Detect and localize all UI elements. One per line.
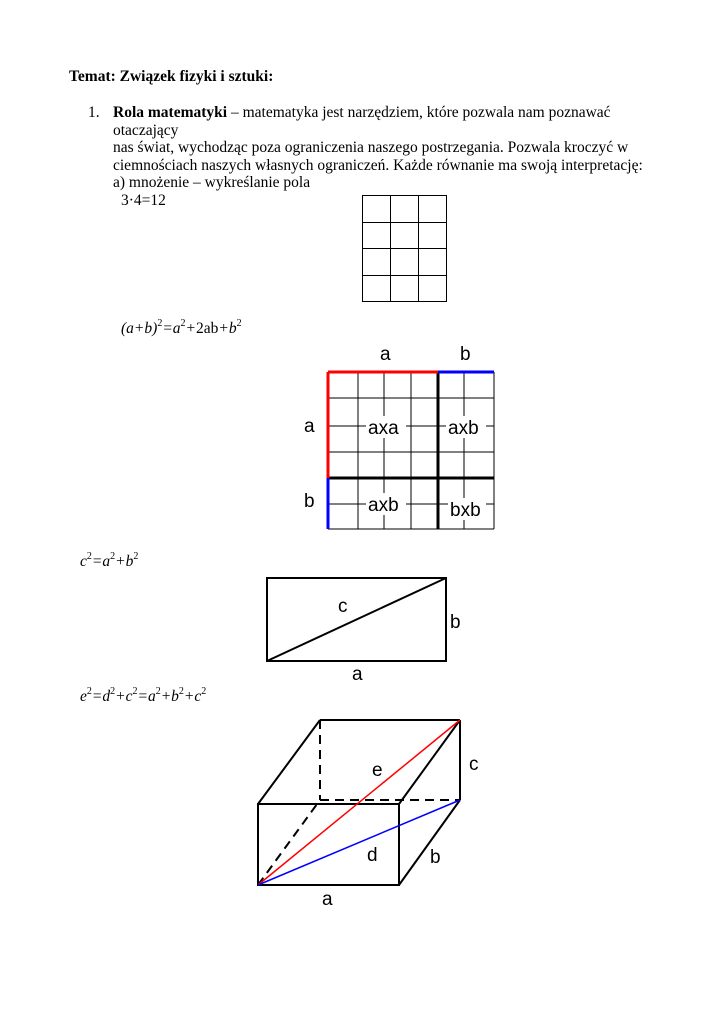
formula-pythagoras: $c^2=a^2+b^2$ [80, 551, 139, 570]
line-4: a) mnożenie – wykreślanie pola [113, 174, 311, 191]
list-body [113, 104, 668, 209]
label-box-c: c [469, 754, 479, 775]
label-axb-bottom: axb [368, 495, 399, 516]
label-left-a: a [304, 416, 315, 437]
rectangle-diagram [260, 570, 470, 685]
list-number: 1. [88, 104, 100, 121]
label-top-a: a [380, 344, 391, 365]
item-heading: Rola matematyki [113, 104, 228, 121]
line-3: ciemnościach naszych własnych ograniczeń. Każde równanie ma swoją interpretację: [113, 156, 643, 174]
binomial-square [296, 340, 502, 540]
line-1 [113, 104, 668, 139]
label-box-a: a [322, 889, 333, 910]
formula-binomial: $(a+b)^2=a^2+2ab+b^2$ [121, 318, 242, 337]
line-1-text: – matematyka jest narzędziem, które pozwala nam poznawać otaczający [113, 104, 611, 139]
formula-diagonal: $e^2=d^2+c^2=a^2+b^2+c^2$ [80, 686, 207, 705]
line-2: nas świat, wychodząc poza ograniczenia naszego postrzegania. Pozwala kroczyć w [113, 139, 629, 156]
label-box-e: e [372, 760, 383, 781]
label-axb-right: axb [448, 418, 479, 439]
product-line: 3·4=12 [121, 191, 166, 209]
label-rect-c: c [338, 596, 348, 617]
label-bxb: bxb [450, 500, 481, 521]
label-left-b: b [304, 491, 315, 512]
label-rect-b: b [450, 612, 461, 633]
multiplication-grid [362, 195, 448, 303]
cuboid-diagram [250, 710, 490, 910]
label-box-b: b [430, 847, 441, 868]
label-top-b: b [460, 344, 471, 365]
label-axa: axa [368, 418, 399, 439]
label-rect-a: a [352, 664, 363, 685]
page-title: Temat: Związek fizyki i sztuki: [69, 68, 274, 85]
label-box-d: d [367, 845, 378, 866]
